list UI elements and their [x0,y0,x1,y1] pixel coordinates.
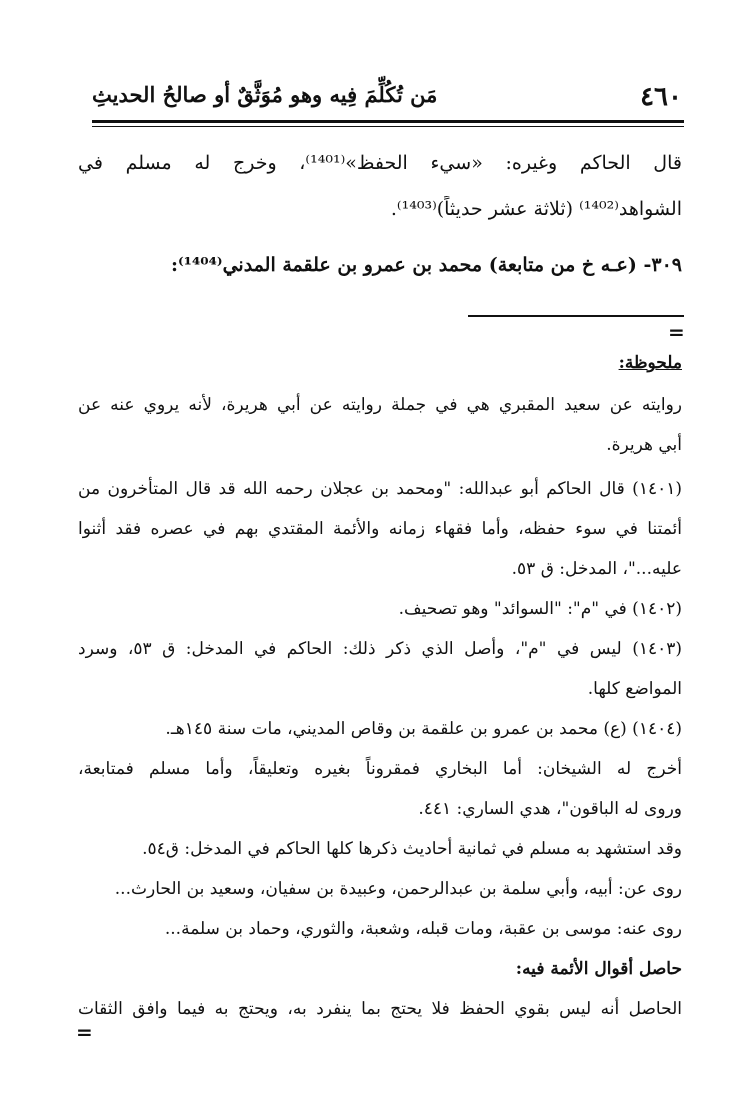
footnote-1401-line-3: عليه..."، المدخل: ق ٥٣. [511,559,682,579]
footnote-1401-line-2: أئمتنا في سوء حفظه، وأما فقهاء زمانه والأئمة المقتدي بهم في عصره فقد أثنوا [78,519,682,539]
footnote-1404-line-3: وروى له الباقون"، هدي الساري: ٤٤١. [418,799,682,819]
continuation-mark: = [76,1020,93,1044]
running-title: مَن تُكُلِّمَ فِيه وهو مُوَثَّقٌ أو صالحُ الحديثِ [92,82,438,107]
footnote-1404-line-5: روى عن: أبيه، وأبي سلمة بن عبدالرحمن، وعبيدة بن سفيان، وسعيد بن الحارث... [114,879,682,899]
separator-mark: = [668,320,685,344]
entry-heading: ٣٠٩- (عـه خ من متابعة) محمد بن عمرو بن علقمة المدني⁽¹⁴⁰⁴⁾: [170,254,682,276]
body-line-1: قال الحاكم وغيره: «سيء الحفظ»⁽¹⁴⁰¹⁾، وخرج له مسلم في [78,152,682,174]
header-rule-thick [92,120,684,123]
footnote-1404-line-6: روى عنه: موسى بن عقبة، ومات قبله، وشعبة، والثوري، وحماد بن سلمة... [164,919,682,939]
footnote-1404-line-2: أخرج له الشيخان: أما البخاري فمقروناً بغيره وتعليقاً، وأما مسلم فمتابعة، [78,759,682,779]
footnote-1401-line-1: (١٤٠١) قال الحاكم أبو عبدالله: "ومحمد بن عجلان رحمه الله قد قال المتأخرون من [78,479,682,499]
footnote-1404-line-7: الحاصل أنه ليس بقوي الحفظ فلا يحتج بما ينفرد به، ويحتج به فيما وافق الثقات [78,999,682,1019]
footnote-1404-line-1: (١٤٠٤) (ع) محمد بن عمرو بن علقمة بن وقاص المديني، مات سنة ١٤٥هـ. [165,719,682,739]
page-number: ٤٦٠ [640,82,682,112]
footnote-1404-heading: حاصل أقوال الأئمة فيه: [515,959,682,979]
notes-line-1: روايته عن سعيد المقبري هي في جملة روايته عن أبي هريرة، لأنه يروي عنه عن [78,395,682,415]
body-line-2: الشواهد⁽¹⁴⁰²⁾ (ثلاثة عشر حديثاً)⁽¹⁴⁰³⁾. [390,198,682,220]
footnote-1403-line-2: المواضع كلها. [587,679,682,699]
footnote-1402-line-1: (١٤٠٢) في "م": "السوائد" وهو تصحيف. [398,599,682,619]
header-rule-thin [92,126,684,127]
notes-line-2: أبي هريرة. [606,435,682,455]
notes-heading: ملحوظة: [618,353,682,373]
footnote-1404-line-4: وقد استشهد به مسلم في ثمانية أحاديث ذكرها كلها الحاكم في المدخل: ق٥٤. [142,839,682,859]
footnote-1403-line-1: (١٤٠٣) ليس في "م"، وأصل الذي ذكر ذلك: الحاكم في المدخل: ق ٥٣، وسرد [78,639,682,659]
footnote-separator [468,315,684,317]
page-header [92,76,682,116]
